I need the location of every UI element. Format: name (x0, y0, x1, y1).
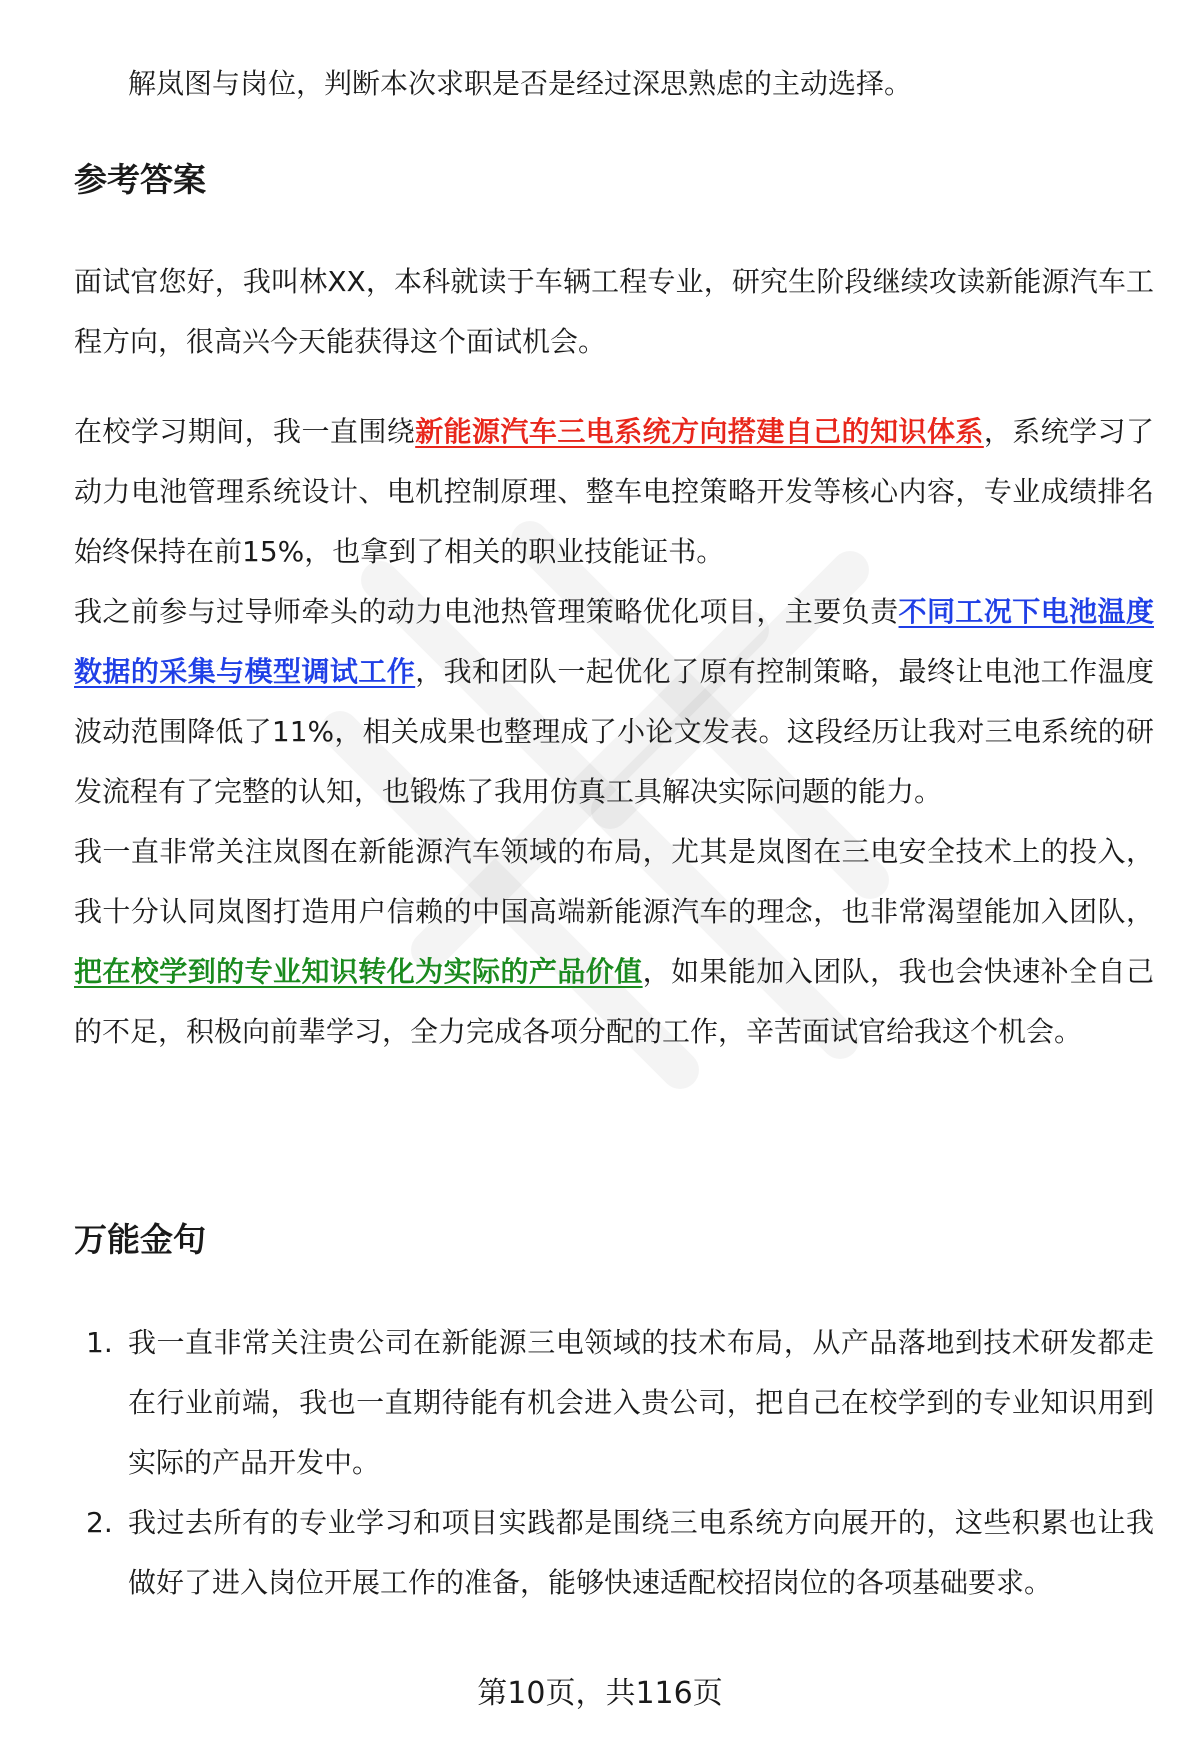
answer-text: ，系统学习了动力电池管理系统设计、电机控制原理、整车电控策略开发等核心内容，专业成绩排名始终保持在前15%，也拿到了相关的职业技能证书。 (74, 415, 1154, 568)
page-footer: 第10页，共116页 (477, 1676, 723, 1711)
answer-paragraph (74, 822, 1154, 1062)
answer-paragraph (74, 402, 1154, 582)
highlight-green: 把在校学到的专业知识转化为实际的产品价值 (74, 955, 643, 988)
answer-text: ，我和团队一起优化了原有控制策略，最终让电池工作温度波动范围降低了11%，相关成果也整理成了小论文发表。这段经历让我对三电系统的研发流程有了完整的认知，也锻炼了我用仿真工具解决实际问题的能力。 (74, 655, 1154, 808)
golden-sentence-item (74, 1313, 1154, 1493)
answer-paragraph (74, 252, 1154, 372)
list-number: 2. (86, 1506, 113, 1539)
golden-sentence-item (74, 1493, 1154, 1613)
section-title-golden: 万能金句 (74, 1220, 206, 1259)
answer-text: 面试官您好，我叫林XX，本科就读于车辆工程专业，研究生阶段继续攻读新能源汽车工程方向，很高兴今天能获得这个面试机会。 (74, 265, 1154, 358)
answer-text: 我之前参与过导师牵头的动力电池热管理策略优化项目，主要负责 (74, 595, 899, 628)
golden-sentence-text: 我一直非常关注贵公司在新能源三电领域的技术布局，从产品落地到技术研发都走在行业前端，我也一直期待能有机会进入贵公司，把自己在校学到的专业知识用到实际的产品开发中。 (128, 1326, 1154, 1479)
lead-line: 解岚图与岗位，判断本次求职是否是经过深思熟虑的主动选择。 (128, 67, 913, 100)
section-title-reference: 参考答案 (74, 160, 206, 199)
reference-answer (74, 252, 1154, 1062)
answer-text: 我一直非常关注岚图在新能源汽车领域的布局，尤其是岚图在三电安全技术上的投入，我十分认同岚图打造用户信赖的中国高端新能源汽车的理念，也非常渴望能加入团队， (74, 835, 1154, 928)
answer-text: ，如果能加入团队，我也会快速补全自己的不足，积极向前辈学习，全力完成各项分配的工作，辛苦面试官给我这个机会。 (74, 955, 1154, 1048)
golden-sentence-list (74, 1313, 1154, 1613)
list-number: 1. (86, 1326, 113, 1359)
highlight-blue: 不同工况下电池温度数据的采集与模型调试工作 (74, 595, 1154, 688)
answer-paragraph (74, 582, 1154, 822)
golden-sentence-text: 我过去所有的专业学习和项目实践都是围绕三电系统方向展开的，这些积累也让我做好了进入岗位开展工作的准备，能够快速适配校招岗位的各项基础要求。 (128, 1506, 1154, 1599)
highlight-red: 新能源汽车三电系统方向搭建自己的知识体系 (415, 415, 984, 448)
answer-text: 在校学习期间，我一直围绕 (74, 415, 416, 448)
